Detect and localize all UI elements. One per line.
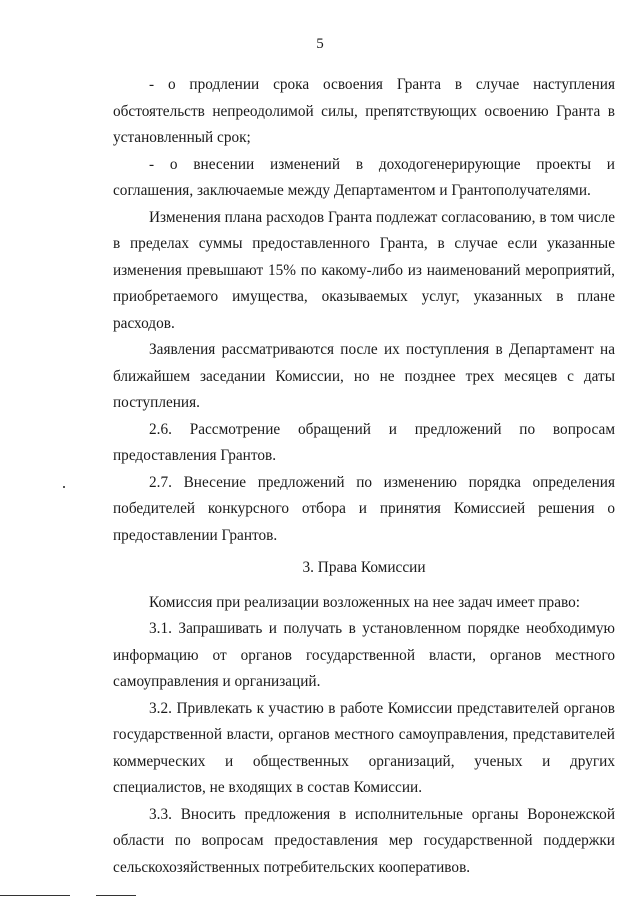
paragraph-clause-2-6: 2.6. Рассмотрение обращений и предложений по вопросам предоставления Грантов. (113, 420, 615, 464)
document-body (113, 72, 615, 881)
page-number: 5 (316, 36, 324, 52)
paragraph-extension-term: - о продлении срока освоения Гранта в случае наступления обстоятельств непреодолимой силы, препятствующих освоению Гранта в установленный срок; (113, 76, 615, 146)
paragraph-commission-rights-intro: Комиссия при реализации возложенных на нее задач имеет право: (149, 593, 581, 611)
paragraph-clause-3-2: 3.2. Привлекать к участию в работе Комиссии представителей органов государственной власти, органов местного самоуправления, представителей коммерческих и общественных организаций, ученых и других специалистов, не входящих в состав Комиссии. (113, 699, 615, 796)
paragraph-project-changes: - о внесении изменений в доходогенерирующие проекты и соглашения, заключаемые между Департаментом и Грантополучателями. (113, 155, 615, 199)
scan-artifact-dot (63, 486, 65, 488)
scan-artifact-line (0, 895, 70, 896)
paragraph-clause-3-3: 3.3. Вносить предложения в исполнительные органы Воронежской области по вопросам предоставления мер государственной поддержки сельскохозяйственных потребительских кооперативов. (113, 805, 615, 876)
paragraph-applications-review: Заявления рассматриваются после их поступления в Департамент на ближайшем заседании Комиссии, но не позднее трех месяцев с даты поступления. (113, 341, 615, 411)
section-heading: 3. Права Комиссии (302, 559, 426, 576)
paragraph-clause-2-7: 2.7. Внесение предложений по изменению порядка определения победителей конкурсного отбора и принятия Комиссией решения о предоставлении Грантов. (113, 473, 615, 544)
scan-artifact-line (96, 895, 136, 896)
paragraph-clause-3-1: 3.1. Запрашивать и получать в установленном порядке необходимую информацию от органов государственной власти, органов местного самоуправления и организаций. (113, 620, 615, 690)
paragraph-expense-plan-changes: Изменения плана расходов Гранта подлежат согласованию, в том числе в пределах суммы предоставленного Гранта, в случае если указанные изменения превышают 15% по какому-либо из наименований мероприятий, приобретаемого имущества, оказываемых услуг, указанных в плане расходов. (113, 208, 615, 332)
